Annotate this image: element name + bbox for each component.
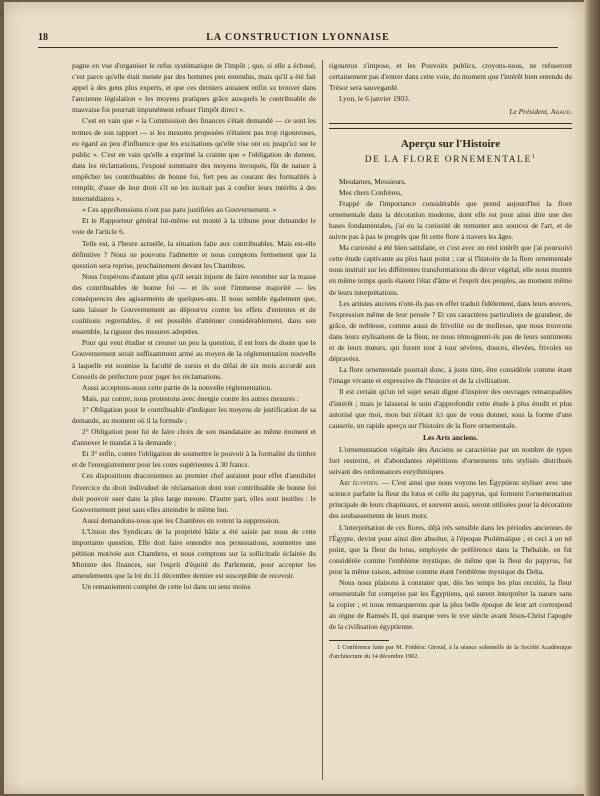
- article-paragraph: Nous nous plaisons à constater que, dès les temps les plus reculés, la fleur ornementale fut comprise par les Égyptiens, qui surent interpréter la nature sans la copier ; et nous remarquerons que la plus belle époque de leur art correspond au règne de Ramsès II, qui marque vers le xve siècle avant Jésus-Christ l'apogée de la civilisation égyptienne.: [329, 578, 572, 632]
- article-paragraph: L'interprétation de ces flores, déjà très sensible dans les périodes anciennes de l'Égypte, devint pour ainsi dire absolue, à l'époque Ptolémaïque ; et ceci à un tel point, que la fleur du lotus, employée de préférence dans la Thébaïde, en fut considérée comme l'emblème mystique, de même que la fleur du papyrus, fut pour la même raison, admise comme étant l'emblème mystique du Delta.: [329, 522, 572, 576]
- left-paragraph: Telle est, à l'heure actuelle, la situation faite aux contribuables. Mais est-elle définitive ? Nous ne pouvons l'admettre et nous comptons fermement que la question sera reprise, prochainement devant les Chambres.: [72, 238, 316, 270]
- left-paragraph: Aussi demandons-nous que les Chambres en votent la suppression.: [82, 515, 281, 525]
- section-rule-top: [329, 123, 572, 124]
- left-paragraph: Un remaniement complet de cette loi dans un sens moins: [82, 582, 251, 592]
- section-heading: Les Arts anciens.: [422, 432, 479, 442]
- signature-name: Abaud.: [550, 107, 572, 117]
- left-paragraph: pagne en vue d'organiser le refus systématique de l'impôt ; que, si elle a échoué, c'est parce qu'elle était menée par des hommes peu entendus, mais qu'il a été fait appel à des gens plus experts, et que ces derniers auraient enfin su trouver dans l'ancienne législation « les moyens pratiques grâce auxquels le contribuable de mauvaise foi pourrait impunément refuser l'impôt direct ».: [72, 61, 316, 115]
- article-paragraph: La flore ornementale pourrait donc, à juste titre, être considérée comme étant l'image vivante et expressive de l'histoire et de la civilisation.: [329, 365, 572, 386]
- left-paragraph: 1° Obligation pour le contribuable d'indiquer les moyens de justification de sa demande, au moment où il la formule ;: [72, 404, 316, 425]
- left-column: [72, 60, 316, 593]
- article-body-a: [329, 198, 572, 431]
- article-subtitle: [329, 151, 572, 167]
- left-paragraph: Nous l'espérons d'autant plus qu'il serait injuste de faire retomber sur la masse des contribuables de bonne foi — et ils sont l'immense majorité — les conséquences des agissements de quelques-uns. Il nous semble également que, sans laisser le Gouvernement au dépourvu contre les effets d'ententes et de coalitions regrettables, il est possible d'atténuer considérablement, dans son ensemble, la rigueur des mesures adoptées.: [72, 271, 316, 337]
- dateline: Lyon, le 6 janvier 1903.: [339, 94, 410, 104]
- right-column: [329, 60, 572, 662]
- section-rule-bottom: [329, 128, 572, 129]
- article-paragraph: Il est certain qu'un tel sujet serait digne d'inspirer des ouvrages remarquables d'intérêt ; mais je laisserai le soin d'approfondir cette étude à plus érudit et plus autorisé que moi, mon but n'étant ici que de vous donner, sous la forme d'une causerie, un rapide aperçu sur l'histoire de la flore ornementale.: [329, 387, 572, 430]
- document-page: [4, 2, 584, 794]
- egypt-text: — C'est ainsi que nous voyons les Égyptiens styliser avec une science parfaite la fleur du lotus et celle du papyrus, qui forment l'ornementation principale de leurs chapiteaux, et souvent aussi, seront utilisées pour la décoration des soubassements de leurs murs.: [329, 478, 572, 521]
- article-title: Aperçu sur l'Histoire: [400, 138, 501, 151]
- article-paragraph: Frappé de l'importance considérable que prend aujourd'hui la flore ornementale dans la décoration moderne, dont elle est pour ainsi dire une des bases fondamentales, j'ai eu la curiosité de remonter aux sources de l'art, et de suivre pas à pas le progrès que fit cette flore à travers les âges.: [329, 198, 572, 242]
- footnote-rule: [329, 640, 389, 641]
- footnote: 1 Conférence faite par M. Frédéric Giroud, à la séance solennelle de la Société Académique d'architecture du 14 décembre 1902.: [329, 644, 572, 661]
- left-paragraph: L'Union des Syndicats de la propriété bâtie a été saisie par nous de cette importante question. Elle doit faire entendre nos protestations, soumettre une pétition motivée aux Chambres, et nous comptons sur la sollicitude éclairée du Ministre des finances, sur l'esprit d'équité du Parlement, pour accepter les amendements que la loi du 11 décembre dernier est susceptible de recevoir.: [72, 526, 316, 581]
- page-number: 18: [38, 32, 48, 43]
- article-body-c: [329, 522, 572, 633]
- left-paragraph: Et le Rapporteur général lui-même est monté à la tribune pour demander le vote de l'article 6.: [72, 216, 316, 237]
- signature-role: Le Président,: [509, 107, 549, 117]
- left-paragraph: C'est en vain que « la Commission des finances s'était demandé — ce sont les termes de son rapport — si les mesures proposées n'étaient pas trop rigoureuses, eu égard au peu d'influence que les excitations qu'elle vise ont eu jusqu'ici sur le public ». C'est en vain qu'elle a exprimé la crainte que « l'obligation de donner, dans les réclamations, l'exposé sommaire des moyens invoqués, fût de nature à empêcher les contribuables de bonne foi, fort peu au courant des formalités à remplir, d'user de leur droit s'il ne les incitait pas à confier leurs intérêts à des intermédiaires ».: [72, 116, 316, 204]
- salutation-2: Mes chers Confrères,: [339, 187, 403, 197]
- left-paragraph: 2° Obligation pour lui de faire choix de son mandataire au même moment et d'annexer le mandat à la demande ;: [72, 427, 316, 448]
- footnote-marker: 1: [531, 154, 537, 161]
- page-edge: [584, 0, 600, 796]
- left-paragraph: Pour qui veut étudier et creuser un peu la question, il est hors de doute que le Gouvernement serait suffisamment armé au moyen de la réglementation nouvelle à laquelle est soumise la faculté de sursis et du délai de six mois accordé aux Conseils de préfecture pour juger les réclamations.: [72, 338, 316, 381]
- left-paragraph: Mais, par contre, nous protestons avec énergie contre les autres mesures :: [82, 393, 299, 403]
- column-divider: [322, 60, 323, 780]
- left-paragraph: Aussi acceptons-nous cette partie de la nouvelle réglementation.: [82, 382, 273, 392]
- continued-paragraph: rigoureux s'impose, et les Pouvoirs publics, croyons-nous, ne refuseront certainement pas d'entrer dans cette voie, du moment que l'intérêt bien entendu du Trésor sera sauvegardé.: [329, 61, 572, 93]
- article-subtitle-text: DE LA FLORE ORNEMENTALE: [364, 155, 532, 166]
- left-paragraph: Ces dispositions draconiennes au premier chef auraient pour effet d'annihiler l'exercice du droit individuel de réclamation dont tout contribuable de bonne foi doit pouvoir user dans la plus large mesure. D'autre part, elles sont inutiles : le Gouvernement peut sans elles atteindre le même but.: [72, 471, 316, 514]
- article-paragraph: L'ornementation végétale des Anciens se caractérise par un nombre de types fort restreint, et d'abondantes répétitions d'ornements très stylisés distribués suivant des ordonnances eurythmiques.: [329, 444, 572, 477]
- egypt-paragraph: [329, 477, 572, 521]
- salutation-1: Mesdames, Messieurs,: [339, 176, 407, 186]
- article-paragraph: Les artistes anciens n'ont-ils pas en effet traduit fidèlement, dans leurs œuvres, l'expression même de leur pensée ? Et ces caractères particuliers de grandeur, de grâce, de noblesse, comme aussi de frivolité ou de mollesse, que nous trouvons dans leurs stylisations de la fleur, ne nous témoignent-ils pas de leurs sentiments et de leurs mœurs, qui furent tour à tour sévères, douces, élevées, frivoles ou dépravées.: [329, 298, 572, 364]
- egypt-label: Art égyptien.: [339, 478, 380, 488]
- left-paragraph: Et 3° enfin, contre l'obligation de soumettre le pouvoir à la formalité du timbre et de l'enregistrement pour les cotes supérieures à 30 francs.: [72, 449, 316, 470]
- journal-title: LA CONSTRUCTION LYONNAISE: [206, 32, 390, 43]
- header-rule: [38, 47, 558, 48]
- signature: [329, 106, 572, 117]
- left-paragraph: « Ces appréhensions n'ont pas paru justifiées au Gouvernement. »: [82, 205, 277, 215]
- article-paragraph: Ma curiosité a été bien satisfaite, et c'est avec un réel intérêt que j'ai poursuivi cette étude captivante au plus haut point ; car si l'histoire de la flore ornementale nous instruit sur les différentes transformations du décor végétal, elle nous montre en même temps quels étaient l'état d'âme et l'esprit des peuples, au moment même de leurs interprétations.: [329, 243, 572, 297]
- page-header: [38, 32, 558, 46]
